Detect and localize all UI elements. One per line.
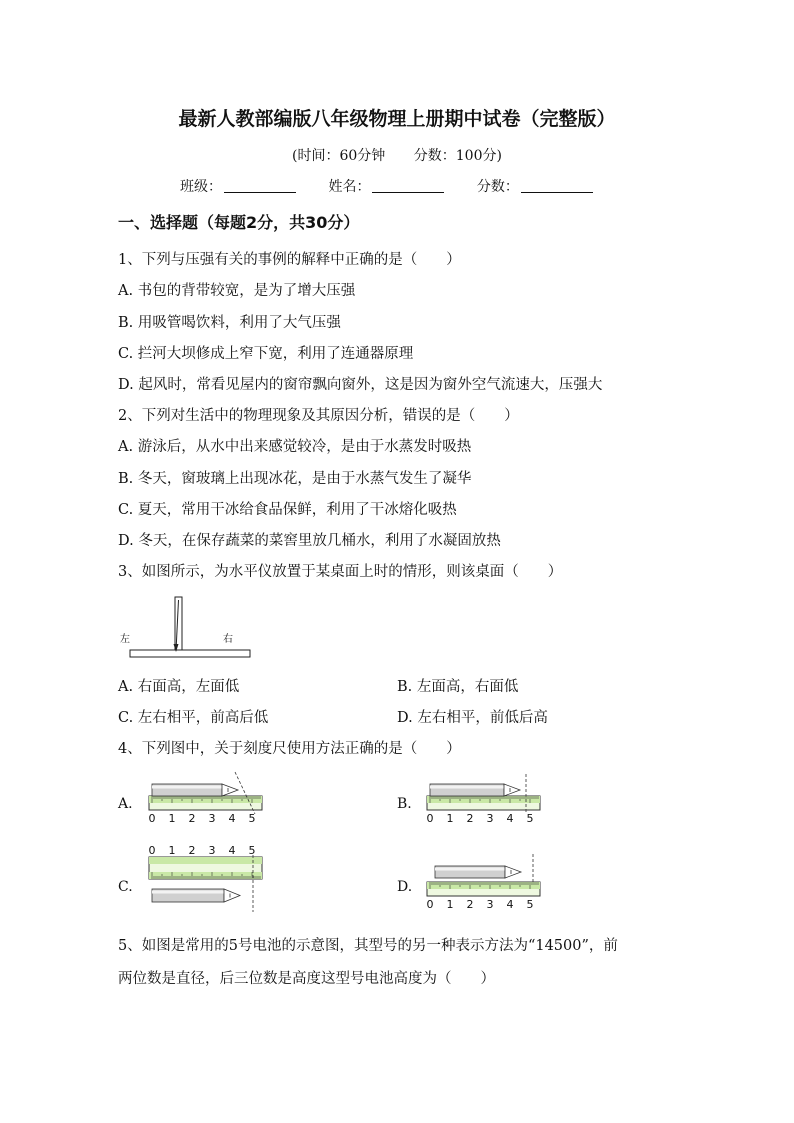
level-right-label: 右 [223,634,233,645]
ruler-scale-label: 4 [506,898,514,911]
level-gauge-figure [118,594,258,664]
q1-stem: 1、下列与压强有关的事例的解释中正确的是（ ） [118,252,461,268]
q4-label-c: C. [118,879,133,895]
q2-option-a: A. 游泳后，从水中出来感觉较冷，是由于水蒸发时吸热 [118,439,472,455]
pencil-tip [224,889,240,902]
time-info: (时间：60分钟 [292,148,386,164]
exam-subtitle [0,145,794,165]
ruler-figure-b [423,770,548,830]
section-heading: 一、选择题（每题2分，共30分） [118,213,360,232]
ruler-figure-c [145,844,270,912]
pencil-highlight [435,868,505,871]
ruler-scale-label: 5 [526,812,534,825]
ruler-scale-label: 0 [148,844,156,857]
ruler-scale-label: 5 [526,898,534,911]
q5-line-1: 5、如图是常用的5号电池的示意图，其型号的另一种表示方法为“14500”，前 [118,938,618,954]
ruler-scale-label: 1 [168,844,176,857]
ruler-scale-label: 2 [466,812,474,825]
q1-option-d: D. 起风时，常看见屋内的窗帘飘向窗外，这是因为窗外空气流速大，压强大 [118,377,603,393]
q4-label-b: B. [397,796,412,812]
q3-stem: 3、如图所示，为水平仪放置于某桌面上时的情形，则该桌面（ ） [118,564,563,580]
q2-option-b: B. 冬天，窗玻璃上出现冰花，是由于水蒸气发生了凝华 [118,471,472,487]
level-left-label: 左 [120,634,130,645]
ruler-scale-label: 1 [446,898,454,911]
ruler-scale-label: 2 [188,844,196,857]
ruler-scale-label: 4 [228,812,236,825]
q1-option-c: C. 拦河大坝修成上窄下宽，利用了连通器原理 [118,346,414,362]
ruler-scale-label: 1 [446,812,454,825]
ruler-scale-label: 5 [248,844,256,857]
ruler-top-band [149,857,262,864]
q4-stem: 4、下列图中，关于刻度尺使用方法正确的是（ ） [118,741,461,757]
pencil-tip [505,866,521,878]
ruler-scale-label: 4 [506,812,514,825]
ruler-scale-label: 2 [466,898,474,911]
q4-label-d: D. [397,879,413,895]
q1-option-a: A. 书包的背带较宽，是为了增大压强 [118,283,356,299]
name-field: 姓名： [328,176,444,196]
pencil-highlight [152,891,224,894]
q3-option-b: B. 左面高，右面低 [397,679,519,695]
name-blank[interactable] [372,178,444,193]
ruler-scale-label: 0 [426,812,434,825]
level-base-plank [130,650,250,657]
q1-option-b: B. 用吸管喝饮料，利用了大气压强 [118,315,341,331]
pencil-tip [222,784,238,796]
pencil-tip [504,784,520,796]
q3-option-c: C. 左右相平，前高后低 [118,710,269,726]
q2-option-d: D. 冬天，在保存蔬菜的菜窖里放几桶水，利用了水凝固放热 [118,533,501,549]
score-field: 分数： [477,176,593,196]
ruler-scale-label: 3 [486,812,494,825]
ruler-figure-a [145,770,270,830]
ruler-scale-label: 0 [148,812,156,825]
ruler-scale-label: 3 [208,844,216,857]
ruler-scale-label: 1 [168,812,176,825]
ruler-figure-d [423,852,548,912]
q2-stem: 2、下列对生活中的物理现象及其原因分析，错误的是（ ） [118,408,519,424]
q3-option-a: A. 右面高，左面低 [118,679,240,695]
student-info [180,176,621,196]
q5-line-2: 两位数是直径，后三位数是高度这型号电池高度为（ ） [118,971,495,987]
q4-label-a: A. [118,796,133,812]
q3-option-d: D. 左右相平，前低后高 [397,710,548,726]
ruler-scale-label: 0 [426,898,434,911]
exam-title: 最新人教部编版八年级物理上册期中试卷（完整版） [178,108,616,130]
ruler-scale-label: 3 [486,898,494,911]
class-blank[interactable] [224,178,296,193]
ruler-scale-label: 4 [228,844,236,857]
ruler-scale-label: 2 [188,812,196,825]
q2-option-c: C. 夏天，常用干冰给食品保鲜，利用了干冰熔化吸热 [118,502,457,518]
pencil-highlight [152,786,222,789]
score-blank[interactable] [521,178,593,193]
class-field: 班级： [180,176,296,196]
ruler-scale-label: 5 [248,812,256,825]
pencil-highlight [430,786,504,789]
ruler-scale-label: 3 [208,812,216,825]
score-info: 分数：100分) [413,148,502,164]
